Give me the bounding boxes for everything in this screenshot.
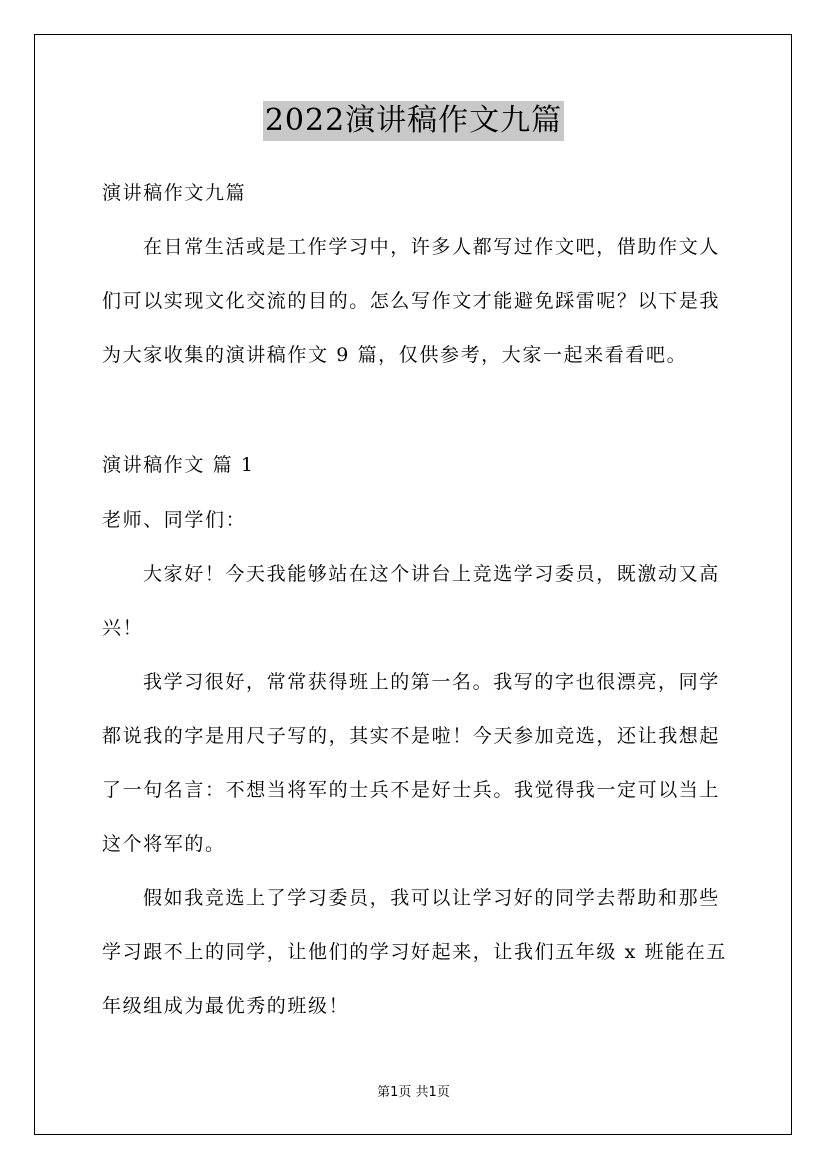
page-footer: 第1页 共1页 xyxy=(377,1085,450,1100)
section-heading: 演讲稿作文 篇 1 xyxy=(102,454,255,476)
title-container xyxy=(0,101,827,141)
paragraph-line: 为大家收集的演讲稿作文 9 篇，仅供参考，大家一起来看看吧。 xyxy=(102,344,688,366)
salutation: 老师、同学们： xyxy=(102,509,247,531)
paragraph-line: 假如我竞选上了学习委员，我可以让学习好的同学去帮助和那些 xyxy=(143,887,720,909)
paragraph-line: 年级组成为最优秀的班级！ xyxy=(102,995,350,1017)
paragraph-line: 了一句名言：不想当将军的士兵不是好士兵。我觉得我一定可以当上 xyxy=(102,779,721,801)
subtitle: 演讲稿作文九篇 xyxy=(102,182,247,204)
paragraph-line: 我学习很好，常常获得班上的第一名。我写的字也很漂亮，同学 xyxy=(143,671,720,693)
paragraph-line: 在日常生活或是工作学习中，许多人都写过作文吧，借助作文人 xyxy=(143,236,720,258)
paragraph-line: 这个将军的。 xyxy=(102,833,226,855)
paragraph-line: 兴！ xyxy=(102,617,144,639)
paragraph-line: 都说我的字是用尺子写的，其实不是啦！今天参加竞选，还让我想起 xyxy=(102,725,721,747)
paragraph-line: 们可以实现文化交流的目的。怎么写作文才能避免踩雷呢？以下是我 xyxy=(102,290,721,312)
paragraph-line: 学习跟不上的同学，让他们的学习好起来，让我们五年级 x 班能在五 xyxy=(102,941,727,963)
paragraph-line: 大家好！今天我能够站在这个讲台上竞选学习委员，既激动又高 xyxy=(143,563,720,585)
document-title: 2022演讲稿作文九篇 xyxy=(263,101,564,141)
